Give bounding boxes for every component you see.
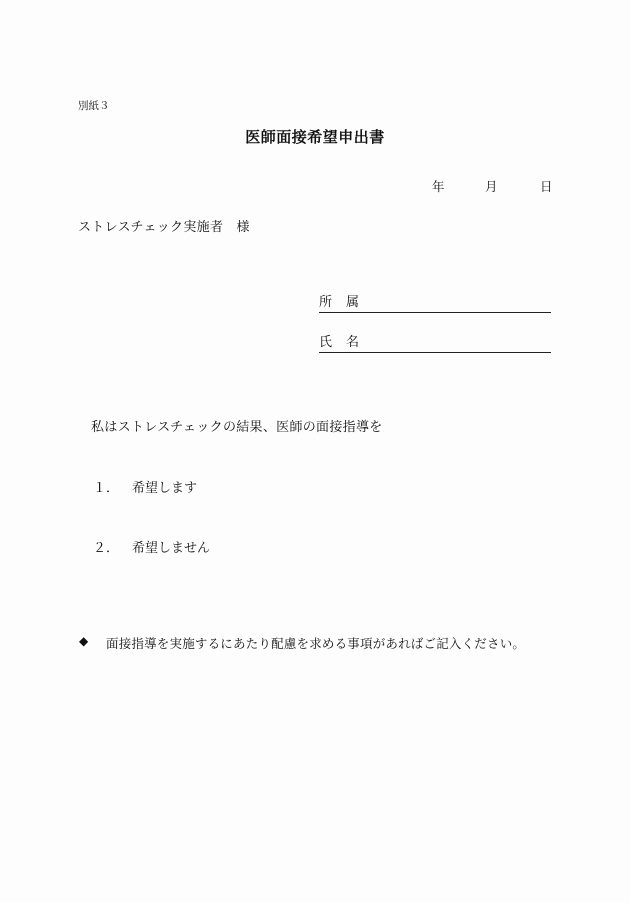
option-2-text[interactable]: 希望しません: [132, 541, 211, 556]
date-day-label: 日: [540, 179, 553, 194]
date-year-label: 年: [432, 179, 445, 194]
option-2-number: ２．: [93, 541, 120, 556]
document-title: 医師面接希望申出書: [245, 128, 385, 146]
affiliation-label: 所属: [319, 295, 374, 310]
affiliation-field[interactable]: [319, 294, 551, 313]
name-label: 氏名: [319, 335, 374, 350]
statement-text: 私はストレスチェックの結果、医師の面接指導を: [91, 420, 383, 435]
diamond-bullet-icon: ◆: [79, 634, 89, 648]
option-1-text[interactable]: 希望します: [132, 481, 198, 496]
note-text: 面接指導を実施するにあたり配慮を求める事項があればご記入ください。: [106, 636, 526, 651]
attachment-label: 別紙３: [78, 100, 110, 112]
addressee: ストレスチェック実施者 様: [78, 220, 250, 235]
option-1-number: １．: [93, 481, 120, 496]
date-month-label: 月: [485, 179, 498, 194]
name-field[interactable]: [319, 334, 551, 353]
